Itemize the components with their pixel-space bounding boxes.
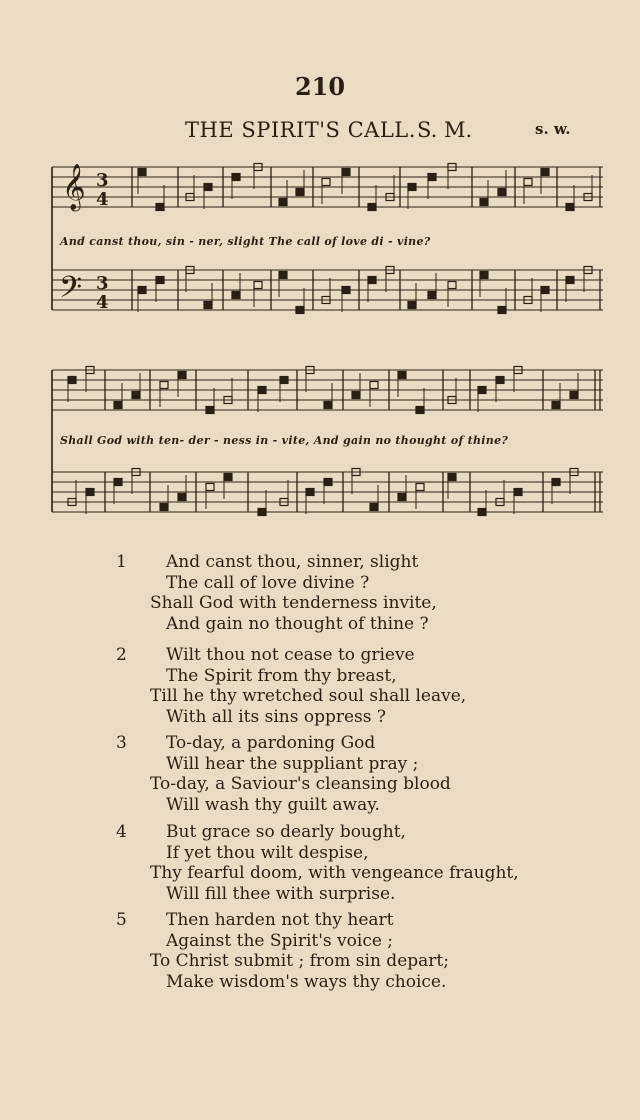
verse-number: 1: [116, 552, 127, 572]
note: [204, 302, 212, 309]
verse-line: Will wash thy guilt away.: [166, 794, 380, 815]
note: [324, 402, 332, 409]
verse-number: 2: [116, 645, 127, 665]
verse-line: Till he thy wretched soul shall leave,: [150, 686, 467, 706]
note: [370, 504, 378, 511]
verse-line: The Spirit from thy breast,: [166, 665, 397, 686]
verse-number: 4: [116, 822, 127, 842]
time-signature: 4: [96, 292, 109, 313]
verse-line: The call of love divine ?: [166, 572, 370, 593]
note: [224, 474, 232, 481]
note: [279, 272, 287, 279]
verse-line: Wilt thou not cease to grieve: [166, 645, 415, 665]
note: [232, 174, 240, 181]
note: [342, 287, 350, 294]
note: [306, 489, 314, 496]
note: [324, 479, 332, 486]
note: [370, 382, 378, 389]
note: [416, 484, 424, 491]
note: [448, 474, 456, 481]
note: [408, 302, 416, 309]
note: [496, 377, 504, 384]
note: [541, 169, 549, 176]
note: [514, 489, 522, 496]
verse-line: And canst thou, sinner, slight: [166, 552, 419, 572]
verse-line: Then harden not thy heart: [166, 910, 394, 930]
verse-line: Thy fearful doom, with vengeance fraught,: [150, 863, 519, 883]
note: [68, 377, 76, 384]
note: [279, 199, 287, 206]
note: [160, 382, 168, 389]
verse-line: If yet thou wilt despise,: [166, 842, 369, 863]
verse-line: But grace so dearly bought,: [166, 822, 406, 842]
time-signature: 4: [96, 189, 109, 210]
verse-number: 5: [116, 910, 127, 930]
note: [566, 277, 574, 284]
note: [524, 179, 532, 186]
note: [254, 282, 262, 289]
bass-clef: 𝄢: [59, 271, 83, 312]
page-number: 210: [294, 72, 346, 101]
note: [398, 494, 406, 501]
note: [296, 307, 304, 314]
note: [428, 292, 436, 299]
verse-line: To Christ submit ; from sin depart;: [150, 951, 449, 971]
note: [342, 169, 350, 176]
note: [132, 392, 140, 399]
verse-line: To-day, a Saviour's cleansing blood: [150, 774, 451, 794]
note: [138, 169, 146, 176]
verse-line: Will fill thee with surprise.: [166, 883, 396, 904]
time-signature: 3: [96, 273, 109, 294]
note: [322, 179, 330, 186]
hymn-title: THE SPIRIT'S CALL.: [185, 118, 416, 142]
note: [178, 494, 186, 501]
verse-line: Will hear the suppliant pray ;: [166, 753, 419, 774]
note: [138, 287, 146, 294]
verse-line: With all its sins oppress ?: [166, 706, 386, 727]
note: [258, 509, 266, 516]
music-score: [0, 0, 640, 540]
note: [232, 292, 240, 299]
verse-line: And gain no thought of thine ?: [166, 613, 429, 634]
note: [114, 402, 122, 409]
note: [398, 372, 406, 379]
note: [480, 199, 488, 206]
note: [566, 204, 574, 211]
hymn-author: s. w.: [535, 120, 571, 138]
note: [498, 307, 506, 314]
note: [408, 184, 416, 191]
verse-line: Shall God with tenderness invite,: [150, 593, 437, 613]
note: [114, 479, 122, 486]
time-signature: 3: [96, 170, 109, 191]
note: [258, 387, 266, 394]
note: [204, 184, 212, 191]
note: [478, 509, 486, 516]
note: [478, 387, 486, 394]
treble-clef: 𝄞: [62, 164, 86, 210]
note: [156, 204, 164, 211]
system-2-lyrics: Shall God with ten- der - ness in - vite, And gain no thought of thine?: [60, 434, 509, 447]
note: [368, 277, 376, 284]
note: [206, 484, 214, 491]
note: [160, 504, 168, 511]
verse-line: To-day, a pardoning God: [166, 733, 376, 753]
note: [480, 272, 488, 279]
note: [156, 277, 164, 284]
note: [570, 392, 578, 399]
note: [178, 372, 186, 379]
note: [416, 407, 424, 414]
note: [552, 402, 560, 409]
note: [498, 189, 506, 196]
verse-line: Make wisdom's ways thy choice.: [166, 971, 447, 992]
note: [86, 489, 94, 496]
note: [552, 479, 560, 486]
note: [368, 204, 376, 211]
note: [541, 287, 549, 294]
system-1-lyrics: And canst thou, sin - ner, slight The call of love di - vine?: [60, 235, 431, 248]
verse-number: 3: [116, 733, 127, 753]
note: [428, 174, 436, 181]
hymn-meter: S. M.: [417, 118, 473, 142]
verse-line: Against the Spirit's voice ;: [166, 930, 394, 951]
note: [296, 189, 304, 196]
note: [352, 392, 360, 399]
note: [448, 282, 456, 289]
note: [206, 407, 214, 414]
note: [280, 377, 288, 384]
